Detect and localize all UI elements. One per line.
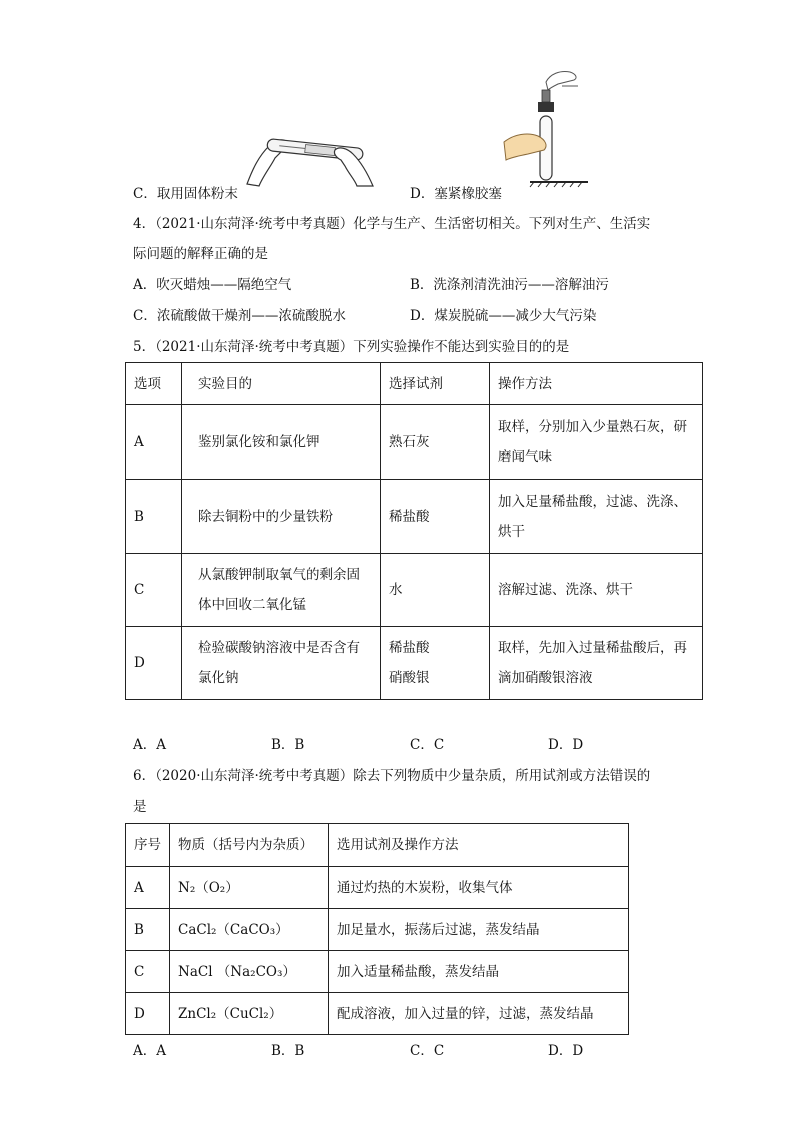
header-cell: 序号	[126, 824, 170, 867]
header-cell: 实验目的	[182, 363, 381, 405]
q4-option-c: C．浓硫酸做干燥剂——浓硫酸脱水	[133, 308, 346, 324]
q6-table	[125, 823, 629, 1035]
method-cell: 配成溶液，加入过量的锌，过滤，蒸发结晶	[329, 993, 629, 1035]
q5-answer-a: A．A	[133, 737, 166, 753]
q6-answer-d: D．D	[548, 1043, 584, 1059]
substance-cell: ZnCl₂（CuCl₂）	[170, 993, 329, 1035]
number-cell: B	[126, 909, 170, 951]
purpose-cell: 检验碳酸钠溶液中是否含有 氯化钠	[182, 627, 381, 700]
table-row	[126, 909, 629, 951]
option-cell: B	[126, 480, 182, 554]
substance-cell: NaCl （Na₂CO₃）	[170, 951, 329, 993]
table-row	[126, 993, 629, 1035]
option-cell: C	[126, 554, 182, 627]
table-row	[126, 951, 629, 993]
q4-option-a: A．吹灭蜡烛——隔绝空气	[133, 277, 292, 293]
method-cell: 取样，先加入过量稀盐酸后，再 滴加硝酸银溶液	[490, 627, 703, 700]
stopper-insertion-illustration	[500, 68, 590, 188]
number-cell: D	[126, 993, 170, 1035]
reagent-cell: 水	[381, 554, 490, 627]
table-row	[126, 554, 703, 627]
substance-cell: CaCl₂（CaCO₃）	[170, 909, 329, 951]
q3-option-d: D．塞紧橡胶塞	[410, 186, 502, 202]
option-cell: A	[126, 405, 182, 480]
q3-option-c: C．取用固体粉末	[133, 186, 238, 202]
q5-stem: 5．（2021·山东菏泽·统考中考真题）下列实验操作不能达到实验目的的是	[133, 339, 570, 355]
reagent-cell: 稀盐酸	[381, 480, 490, 554]
q6-answer-b: B．B	[271, 1043, 305, 1059]
method-cell: 加入足量稀盐酸，过滤、洗涤、 烘干	[490, 480, 703, 554]
q5-table	[125, 362, 703, 700]
header-cell: 选用试剂及操作方法	[329, 824, 629, 867]
method-cell: 溶解过滤、洗涤、烘干	[490, 554, 703, 627]
q5-answer-b: B．B	[271, 737, 305, 753]
purpose-cell: 从氯酸钾制取氧气的剩余固 体中回收二氧化锰	[182, 554, 381, 627]
table-row	[126, 405, 703, 480]
table-row	[126, 867, 629, 909]
method-cell: 加足量水，振荡后过滤，蒸发结晶	[329, 909, 629, 951]
option-cell: D	[126, 627, 182, 700]
purpose-cell: 鉴别氯化铵和氯化钾	[182, 405, 381, 480]
table-header-row	[126, 363, 703, 405]
header-cell: 选择试剂	[381, 363, 490, 405]
method-cell: 加入适量稀盐酸，蒸发结晶	[329, 951, 629, 993]
q4-stem-line1: 4．（2021·山东菏泽·统考中考真题）化学与生产、生活密切相关。下列对生产、生活实	[133, 216, 651, 232]
q6-stem-line1: 6．（2020·山东菏泽·统考中考真题）除去下列物质中少量杂质，所用试剂或方法错误的	[133, 768, 651, 784]
reagent-cell: 熟石灰	[381, 405, 490, 480]
substance-cell: N₂（O₂）	[170, 867, 329, 909]
table-header-row	[126, 824, 629, 867]
q4-option-d: D．煤炭脱硫——减少大气污染	[410, 308, 597, 324]
q6-stem-line2: 是	[133, 799, 147, 815]
reagent-cell: 稀盐酸 硝酸银	[381, 627, 490, 700]
table-row	[126, 480, 703, 554]
header-cell: 选项	[126, 363, 182, 405]
purpose-cell: 除去铜粉中的少量铁粉	[182, 480, 381, 554]
q5-answer-d: D．D	[548, 737, 584, 753]
table-row	[126, 627, 703, 700]
q6-answer-a: A．A	[133, 1043, 166, 1059]
number-cell: A	[126, 867, 170, 909]
header-cell: 物质（括号内为杂质）	[170, 824, 329, 867]
powder-sampling-illustration	[245, 128, 375, 188]
method-cell: 取样，分别加入少量熟石灰，研 磨闻气味	[490, 405, 703, 480]
q4-stem-line2: 际问题的解释正确的是	[133, 246, 268, 262]
header-cell: 操作方法	[490, 363, 703, 405]
number-cell: C	[126, 951, 170, 993]
q6-answer-c: C．C	[410, 1043, 445, 1059]
method-cell: 通过灼热的木炭粉，收集气体	[329, 867, 629, 909]
q4-option-b: B．洗涤剂清洗油污——溶解油污	[410, 277, 609, 293]
q5-answer-c: C．C	[410, 737, 445, 753]
